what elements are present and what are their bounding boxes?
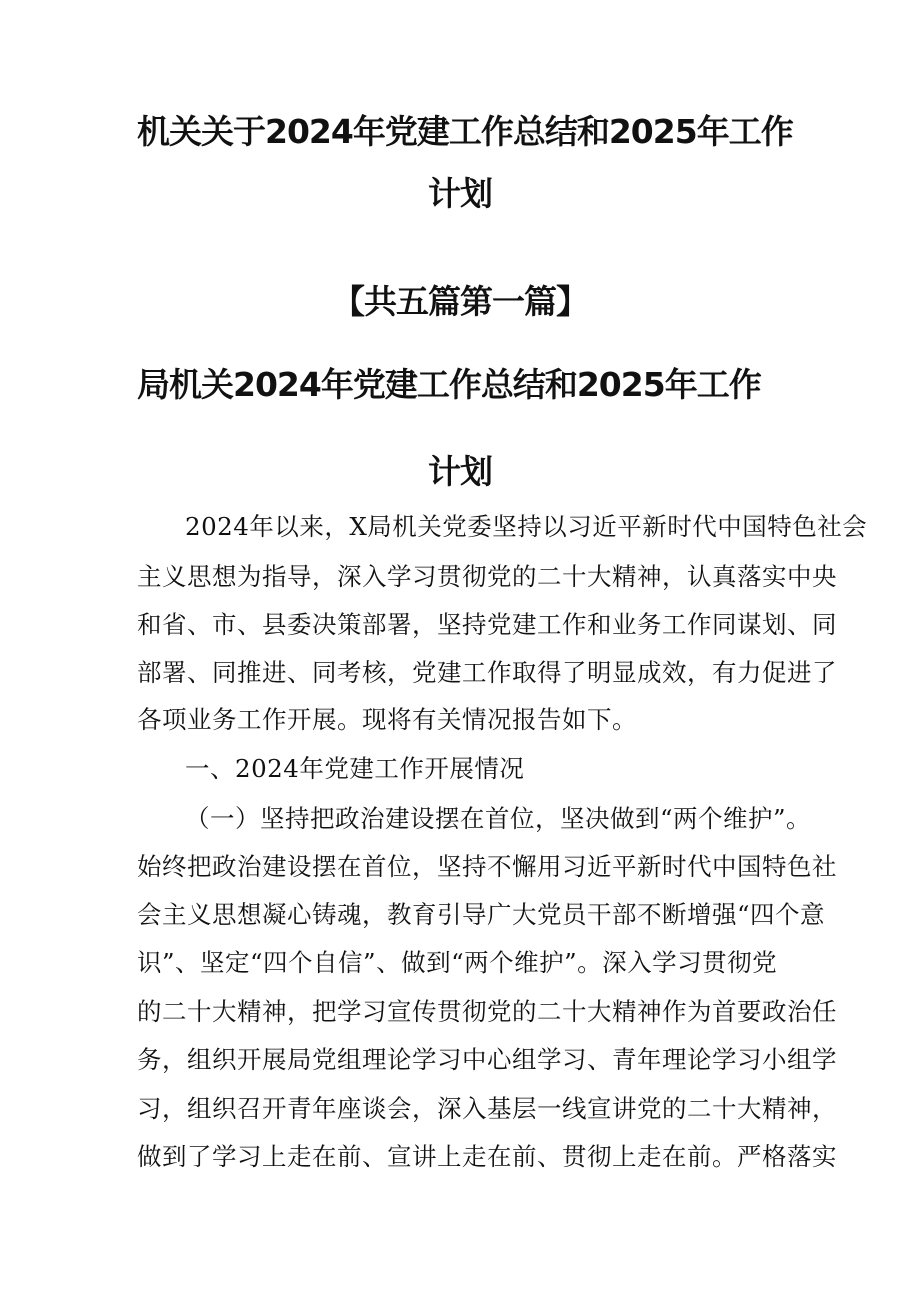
paragraph-line: 的二十大精神，把学习宣传贯彻党的二十大精神作为首要政治任 bbox=[137, 997, 837, 1026]
subsection-heading: （一）坚持把政治建设摆在首位，坚决做到“两个维护”。 bbox=[185, 804, 812, 833]
paragraph-line: 和省、市、县委决策部署，坚持党建工作和业务工作同谋划、同 bbox=[137, 610, 837, 639]
paragraph-line: 2024年以来，X局机关党委坚持以习近平新时代中国特色社会 bbox=[185, 512, 868, 541]
paragraph-line: 务，组织开展局党组理论学习中心组学习、青年理论学习小组学 bbox=[137, 1045, 837, 1074]
paragraph-line: 做到了学习上走在前、宣讲上走在前、贯彻上走在前。严格落实 bbox=[137, 1142, 837, 1171]
subtitle-line-2: 计划 bbox=[428, 452, 492, 491]
subtitle-line-1: 局机关2024年党建工作总结和2025年工作 bbox=[137, 365, 761, 404]
series-label: 【共五篇第一篇】 bbox=[332, 282, 588, 321]
document-title-line-2: 计划 bbox=[428, 174, 492, 213]
paragraph-line: 各项业务工作开展。现将有关情况报告如下。 bbox=[137, 705, 637, 734]
paragraph-line: 部署、同推进、同考核，党建工作取得了明显成效，有力促进了 bbox=[137, 658, 837, 687]
paragraph-line: 会主义思想凝心铸魂，教育引导广大党员干部不断增强“四个意 bbox=[137, 900, 826, 929]
section-heading: 一、2024年党建工作开展情况 bbox=[185, 754, 525, 783]
paragraph-line: 主义思想为指导，深入学习贯彻党的二十大精神，认真落实中央 bbox=[137, 562, 837, 591]
paragraph-line: 习，组织召开青年座谈会，深入基层一线宣讲党的二十大精神， bbox=[137, 1094, 837, 1123]
paragraph-line: 始终把政治建设摆在首位，坚持不懈用习近平新时代中国特色社 bbox=[137, 852, 837, 881]
document-title-line-1: 机关关于2024年党建工作总结和2025年工作 bbox=[137, 112, 793, 151]
paragraph-line: 识”、坚定“四个自信”、做到“两个维护”。深入学习贯彻党 bbox=[137, 948, 778, 977]
